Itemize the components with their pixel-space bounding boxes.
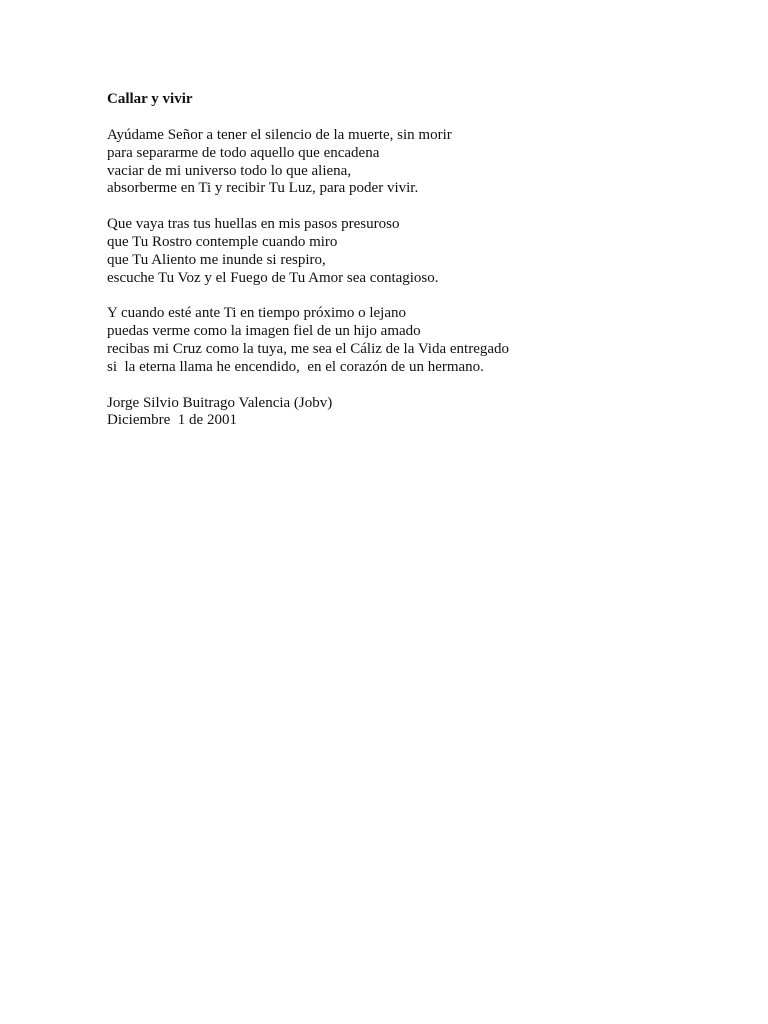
poem-line: recibas mi Cruz como la tuya, me sea el Cáliz de la Vida entregado	[107, 340, 510, 357]
poem-line: Que vaya tras tus huellas en mis pasos presuroso	[107, 216, 400, 233]
spacer	[107, 377, 707, 395]
author-name: Jorge Silvio Buitrago Valencia (Jobv)	[107, 394, 333, 411]
poem-line: para separarme de todo aquello que encadena	[107, 144, 380, 161]
poem-body	[107, 91, 707, 430]
stanza-2	[107, 216, 707, 287]
date-line: Diciembre 1 de 2001	[107, 412, 237, 429]
poem-line: que Tu Aliento me inunde si respiro,	[107, 251, 326, 268]
signature-block	[107, 395, 707, 431]
stanza-1	[107, 127, 707, 198]
poem-line: absorberme en Ti y recibir Tu Luz, para poder vivir.	[107, 180, 419, 197]
poem-line: que Tu Rostro contemple cuando miro	[107, 233, 338, 250]
poem-line: si la eterna llama he encendido, en el corazón de un hermano.	[107, 358, 484, 375]
poem-line: escuche Tu Voz y el Fuego de Tu Amor sea contagioso.	[107, 269, 439, 286]
spacer	[107, 198, 707, 216]
poem-line: vaciar de mi universo todo lo que aliena,	[107, 162, 352, 179]
poem-line: Y cuando esté ante Ti en tiempo próximo o lejano	[107, 305, 406, 322]
poem-line: puedas verme como la imagen fiel de un hijo amado	[107, 323, 421, 340]
stanza-3	[107, 305, 707, 376]
spacer	[107, 109, 707, 127]
poem-line: Ayúdame Señor a tener el silencio de la muerte, sin morir	[107, 127, 452, 143]
poem-title: Callar y vivir	[107, 91, 193, 107]
spacer	[107, 287, 707, 305]
